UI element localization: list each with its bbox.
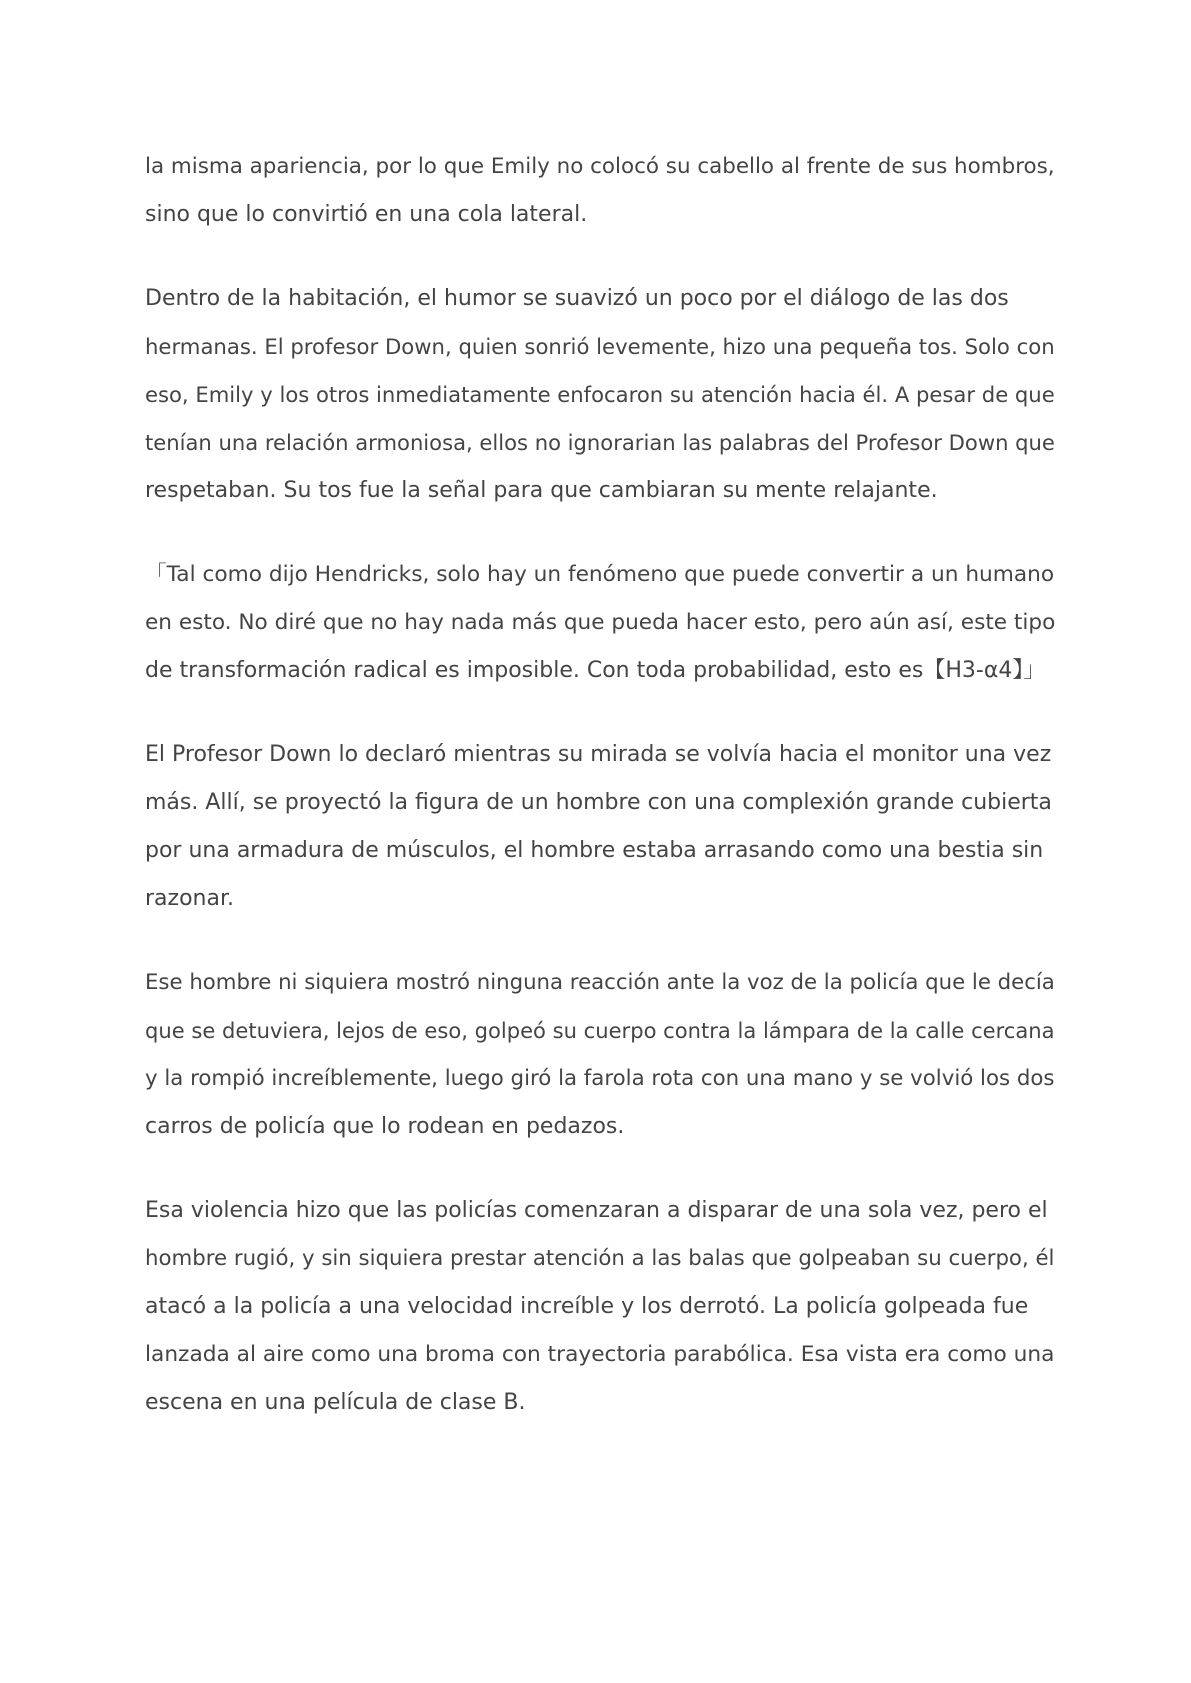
page-body — [145, 143, 1055, 1463]
text-line: la misma apariencia, por lo que Emily no colocó su cabello al frente de sus hombros, — [145, 154, 1055, 179]
text-line: escena en una película de clase B. — [145, 1390, 526, 1415]
text-line: Esa violencia hizo que las policías comenzaran a disparar de una sola vez, pero el — [145, 1198, 1048, 1223]
text-line: razonar. — [145, 886, 234, 911]
text-line: atacó a la policía a una velocidad increíble y los derrotó. La policía golpeada fue — [145, 1294, 1029, 1319]
text-line: hermanas. El profesor Down, quien sonrió levemente, hizo una pequeña tos. Solo con — [145, 334, 1055, 359]
paragraph-5 — [145, 959, 1055, 1151]
text-line: eso, Emily y los otros inmediatamente enfocaron su atención hacia él. A pesar de que — [145, 382, 1055, 407]
text-line: y la rompió increíblemente, luego giró la farola rota con una mano y se volvió los dos — [145, 1066, 1055, 1091]
paragraph-1 — [145, 143, 1055, 239]
text-line: de transformación radical es imposible. Con toda probabilidad, esto es【H3-α4】」 — [145, 658, 1046, 683]
text-line: sino que lo convirtió en una cola lateral. — [145, 202, 588, 227]
text-line: Ese hombre ni siquiera mostró ninguna reacción ante la voz de la policía que le decía — [145, 970, 1055, 995]
text-line: respetaban. Su tos fue la señal para que cambiaran su mente relajante. — [145, 478, 938, 503]
text-line: lanzada al aire como una broma con trayectoria parabólica. Esa vista era como una — [145, 1342, 1055, 1367]
text-line: carros de policía que lo rodean en pedazos. — [145, 1114, 625, 1139]
text-line: tenían una relación armoniosa, ellos no ignorarian las palabras del Profesor Down que — [145, 430, 1055, 455]
paragraph-2 — [145, 275, 1055, 515]
text-line: que se detuviera, lejos de eso, golpeó su cuerpo contra la lámpara de la calle cercana — [145, 1018, 1055, 1043]
text-line: hombre rugió, y sin siquiera prestar atención a las balas que golpeaban su cuerpo, él — [145, 1246, 1055, 1271]
text-line: más. Allí, se proyectó la figura de un hombre con una complexión grande cubierta — [145, 790, 1052, 815]
paragraph-6 — [145, 1187, 1055, 1427]
paragraph-4 — [145, 731, 1055, 923]
text-line: en esto. No diré que no hay nada más que pueda hacer esto, pero aún así, este tipo — [145, 610, 1056, 635]
paragraph-3 — [145, 551, 1055, 695]
text-line: por una armadura de músculos, el hombre estaba arrasando como una bestia sin — [145, 838, 1044, 863]
text-line: 「Tal como dijo Hendricks, solo hay un fenómeno que puede convertir a un humano — [145, 562, 1055, 587]
text-line: Dentro de la habitación, el humor se suavizó un poco por el diálogo de las dos — [145, 286, 1009, 311]
text-line: El Profesor Down lo declaró mientras su mirada se volvía hacia el monitor una vez — [145, 742, 1052, 767]
